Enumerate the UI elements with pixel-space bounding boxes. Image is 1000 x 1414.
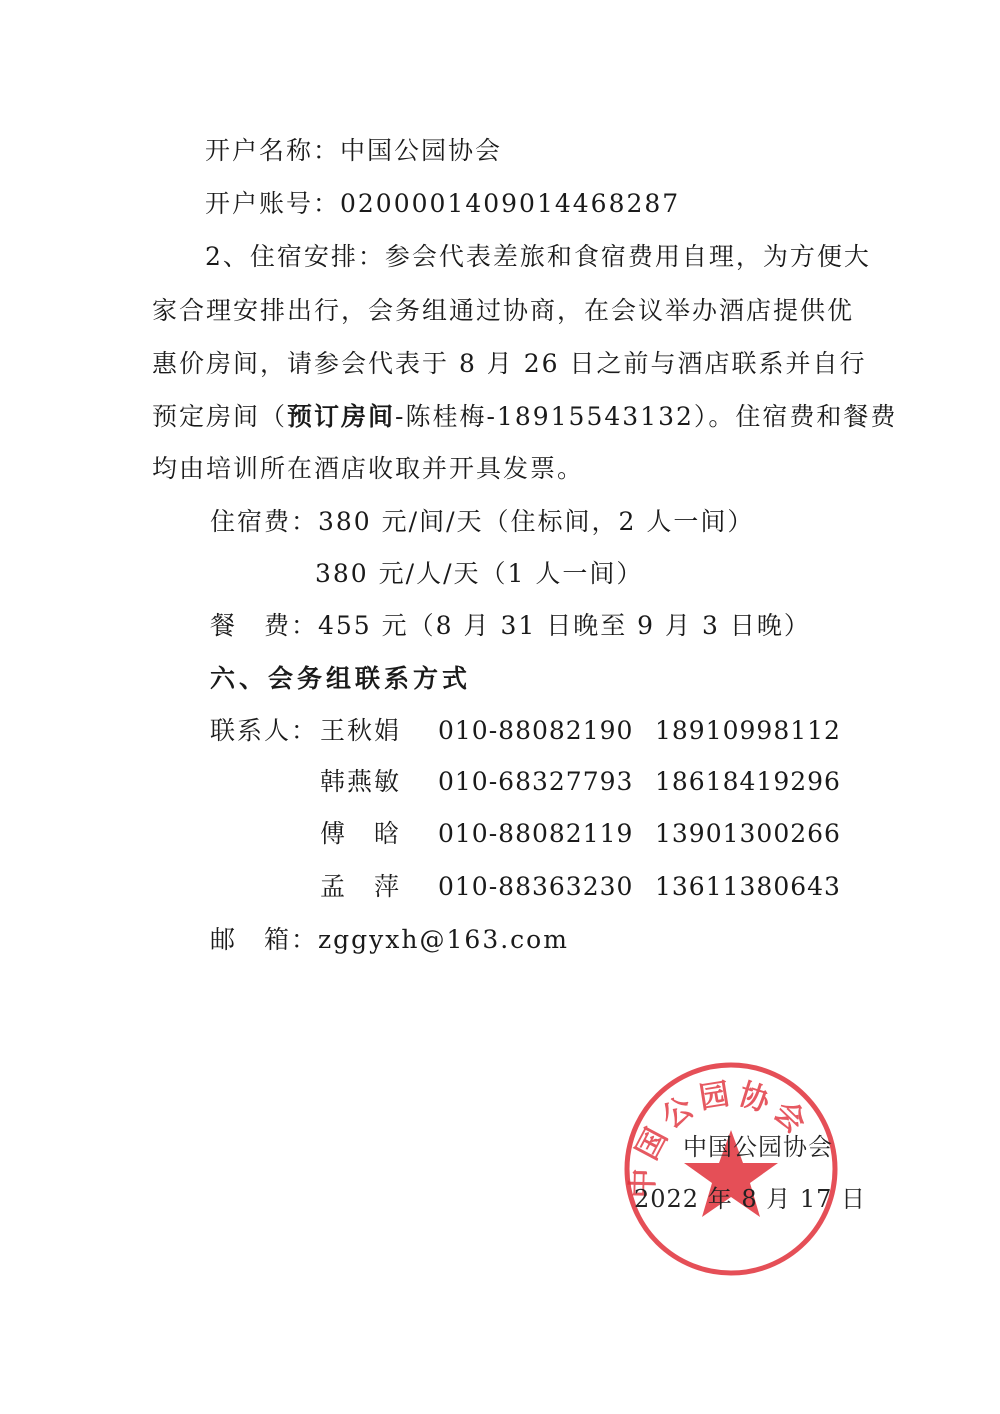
lodging-paragraph-line-2: 家合理安排出行，会务组通过协商，在会议举办酒店提供优 xyxy=(152,296,855,325)
lodging-line-4-suffix: -陈桂梅-18915543132）。住宿费和餐费 xyxy=(395,402,898,431)
contact-mobile: 13901300266 xyxy=(655,819,841,848)
account-name-line: 开户名称：中国公园协会 xyxy=(205,136,503,165)
meal-fee-line: 餐 费：455 元（8 月 31 日晚至 9 月 3 日晚） xyxy=(210,611,811,640)
contact-name: 韩燕敏 xyxy=(320,767,402,796)
booking-keyword: 预订房间 xyxy=(287,402,396,431)
room-fee-line-2: 380 元/人/天（1 人一间） xyxy=(315,559,644,588)
contact-telephone: 010-88082190 xyxy=(438,716,634,745)
contact-telephone: 010-88363230 xyxy=(438,872,634,901)
contacts-label: 联系人： xyxy=(210,716,319,745)
signature-organization: 中国公园协会 xyxy=(683,1133,833,1161)
lodging-paragraph-line-4 xyxy=(152,402,897,432)
room-fee-line-1: 住宿费：380 元/间/天（住标间，2 人一间） xyxy=(210,507,755,536)
contact-mobile: 18618419296 xyxy=(655,767,841,796)
contact-name: 傅 晗 xyxy=(320,819,402,848)
svg-text:中国公园协会: 中国公园协会 xyxy=(625,1075,817,1199)
contact-mobile: 13611380643 xyxy=(655,872,841,901)
contact-telephone: 010-68327793 xyxy=(438,767,634,796)
contact-telephone: 010-88082119 xyxy=(438,819,634,848)
lodging-paragraph-line-3: 惠价房间，请参会代表于 8 月 26 日之前与酒店联系并自行 xyxy=(152,349,867,378)
lodging-line-4-prefix: 预定房间（ xyxy=(152,402,288,431)
signature-date: 2022 年 8 月 17 日 xyxy=(634,1185,867,1213)
contact-name: 孟 萍 xyxy=(320,872,402,901)
contact-mobile: 18910998112 xyxy=(655,716,841,745)
email-line: 邮 箱：zggyxh@163.com xyxy=(210,925,569,954)
lodging-paragraph-line-5: 均由培训所在酒店收取并开具发票。 xyxy=(152,454,585,483)
contact-name: 王秋娟 xyxy=(320,716,402,745)
lodging-paragraph-line-1: 2、住宿安排：参会代表差旅和食宿费用自理，为方便大 xyxy=(205,242,871,271)
official-seal-icon xyxy=(622,1060,840,1278)
account-number-line: 开户账号：0200001409014468287 xyxy=(205,189,681,218)
contacts-heading: 六、会务组联系方式 xyxy=(210,664,472,693)
